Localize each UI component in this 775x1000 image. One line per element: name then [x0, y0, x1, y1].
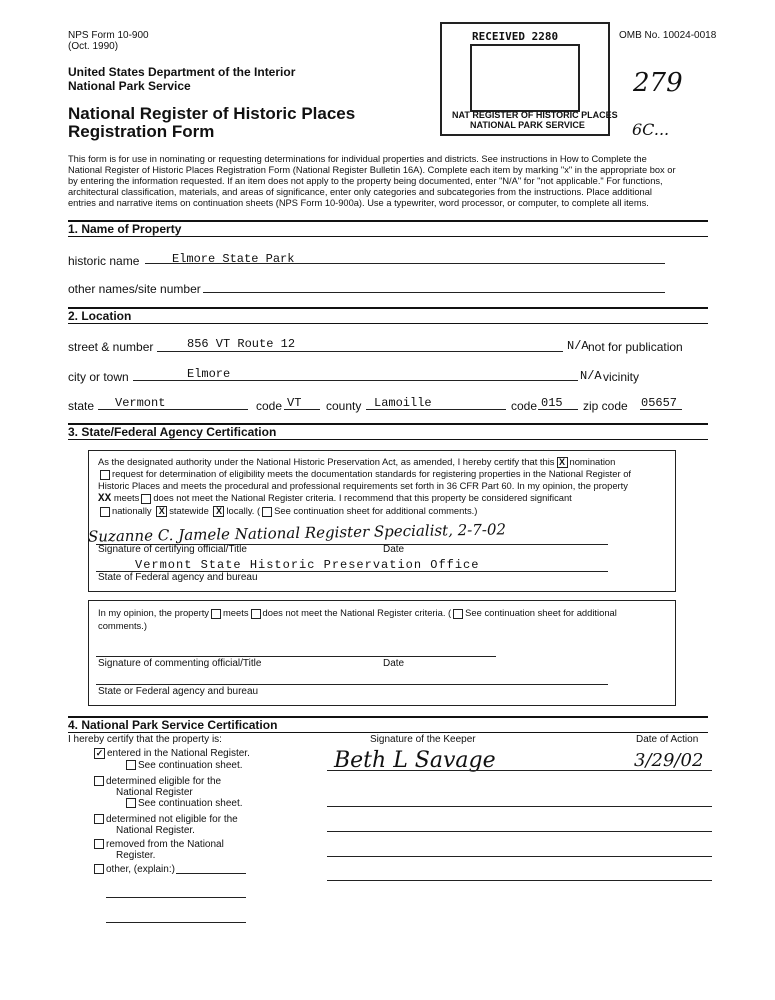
zip-field[interactable]: 05657 — [641, 396, 678, 410]
keeper-line — [327, 770, 712, 771]
state-field[interactable]: Vermont — [115, 396, 166, 410]
certify-label: I hereby certify that the property is: — [68, 734, 222, 745]
not-eligible-checkbox[interactable] — [94, 814, 104, 824]
meets-mark[interactable]: XX — [98, 493, 112, 506]
not-eligible-label: determined not eligible for the — [106, 814, 238, 825]
keeper-line — [327, 806, 712, 807]
instruction-line: architectural classification, materials, and areas of significance, enter only categories and subcategories from the instructions. Place additional — [68, 187, 652, 197]
instruction-line: This form is for use in nominating or requesting determinations for individual properties and districts. See instructions in How to Complete the — [68, 154, 647, 164]
locally-label: locally. ( — [226, 505, 261, 517]
date-label: Date — [383, 544, 405, 555]
state-code-label: code — [256, 399, 283, 413]
meets-label: meets — [113, 492, 140, 504]
eligible-continuation-checkbox[interactable] — [126, 798, 136, 808]
agency-field[interactable]: Vermont State Historic Preservation Office — [135, 558, 480, 572]
na-vicinity[interactable]: N/A — [580, 369, 602, 383]
eligible-label-2: National Register — [116, 787, 193, 798]
section1-heading: 1. Name of Property — [68, 220, 708, 237]
does-not-meet-checkbox[interactable] — [141, 494, 151, 504]
other-line — [106, 922, 246, 923]
opinion-label: In my opinion, the property — [98, 607, 209, 618]
opinion-text — [98, 607, 617, 619]
omb-number: OMB No. 10024-0018 — [619, 30, 717, 41]
eligible-continuation — [124, 798, 243, 809]
agency-label: State of Federal agency and bureau — [98, 572, 258, 583]
instruction-line: National Register of Historic Places Registration Form (National Register Bulletin 16A). Complete each item by marking "x" in the appropriate box or — [68, 165, 676, 175]
other-line — [106, 897, 246, 898]
comment-signature-line — [96, 656, 496, 657]
entered-checkbox[interactable]: ✓ — [95, 748, 104, 758]
other-names-line — [203, 292, 665, 293]
department: United States Department of the Interior — [68, 65, 296, 79]
opinion-not-meet-checkbox[interactable] — [251, 609, 261, 619]
continuation-checkbox[interactable] — [262, 507, 272, 517]
statewide-label: statewide — [169, 505, 209, 517]
cert-line: Historic Places and meets the procedural and professional requirements set forth in 36 CFR Part 60. In my opinion, the property — [98, 480, 628, 492]
instructions — [68, 154, 718, 209]
instruction-line: by entering the information requested. If an item does not apply to the property being documented, enter "N/A" for "not applicable." For functions, — [68, 176, 663, 186]
date-of-action-label: Date of Action — [636, 734, 699, 745]
other-label: other, (explain:) — [106, 864, 175, 875]
entered-continuation — [124, 760, 243, 771]
comment-signature-label: Signature of commenting official/Title — [98, 658, 262, 669]
other-names-label: other names/site number — [68, 282, 201, 296]
county-code-field[interactable]: 015 — [541, 396, 563, 410]
section4-heading: 4. National Park Service Certification — [68, 716, 708, 733]
cert-line: See continuation sheet for additional comments.) — [274, 505, 478, 517]
historic-name-label: historic name — [68, 254, 140, 268]
keeper-signature: Beth L Savage — [334, 748, 496, 773]
eligible-label: determined eligible for the — [106, 776, 222, 787]
state-label: state — [68, 399, 95, 413]
form-date: (Oct. 1990) — [68, 41, 119, 52]
street-field[interactable]: 856 VT Route 12 — [187, 337, 296, 351]
city-field[interactable]: Elmore — [187, 367, 231, 381]
stamp-inner-box — [470, 44, 580, 112]
cert-line: As the designated authority under the National Historic Preservation Act, as amended, I hereby certify that this — [98, 456, 555, 467]
opinion-comments: comments.) — [98, 620, 147, 631]
not-eligible-option — [92, 814, 238, 825]
keeper-line — [327, 831, 712, 832]
nationally-checkbox[interactable] — [100, 507, 110, 517]
street-line — [157, 351, 563, 352]
entered-label: entered in the National Register. — [107, 748, 250, 760]
keeper-line — [327, 880, 712, 881]
section3-heading: 3. State/Federal Agency Certification — [68, 423, 708, 440]
entered-continuation-checkbox[interactable] — [126, 760, 136, 770]
opinion-cont-label: See continuation sheet for additional — [465, 607, 617, 618]
historic-name-field[interactable]: Elmore State Park — [172, 252, 295, 266]
not-for-publication-label: not for publication — [588, 340, 683, 354]
keeper-label: Signature of the Keeper — [370, 734, 476, 745]
handwritten-number: 279 — [633, 68, 683, 98]
stamp-line1: NAT REGISTER OF HISTORIC PLACES — [452, 110, 618, 120]
nomination-label: nomination — [569, 456, 616, 467]
opinion-continuation-checkbox[interactable] — [453, 609, 463, 619]
opinion-not-label: does not meet the National Register criteria. ( — [262, 607, 452, 618]
eligible-option — [92, 776, 221, 787]
removed-label-2: Register. — [116, 850, 156, 861]
keeper-line — [327, 856, 712, 857]
street-label: street & number — [68, 340, 154, 354]
section2-heading: 2. Location — [68, 307, 708, 324]
vicinity-label: vicinity — [603, 370, 640, 384]
statewide-checkbox[interactable]: X — [156, 506, 167, 517]
entered-option — [92, 748, 250, 759]
opinion-meets-label: meets — [223, 607, 249, 618]
comment-agency-line — [96, 684, 608, 685]
certification-text — [98, 456, 668, 517]
other-line — [176, 873, 246, 874]
removed-label: removed from the National — [106, 839, 224, 850]
stamp-received-text: RECEIVED 2280 — [472, 30, 559, 43]
page-subtitle: Registration Form — [68, 122, 215, 141]
continuation-label: See continuation sheet. — [138, 798, 243, 809]
not-eligible-label-2: National Register. — [116, 825, 195, 836]
handwritten-note: 6C... — [632, 120, 670, 139]
stamp-line2: NATIONAL PARK SERVICE — [470, 120, 585, 130]
service: National Park Service — [68, 79, 191, 93]
city-label: city or town — [68, 370, 129, 384]
other-option — [92, 864, 175, 875]
removed-option — [92, 839, 224, 850]
county-field[interactable]: Lamoille — [374, 396, 432, 410]
certifying-signature: Suzanne C. Jamele National Register Specialist, 2-7-02 — [87, 520, 507, 546]
request-checkbox[interactable] — [100, 470, 110, 480]
continuation-label: See continuation sheet. — [138, 760, 243, 771]
cert-line: does not meet the National Register criteria. I recommend that this property be considered significant — [153, 492, 572, 504]
nomination-checkbox[interactable]: X — [557, 457, 568, 468]
signature-label: Signature of certifying official/Title — [98, 544, 247, 555]
county-label: county — [326, 399, 362, 413]
form-number: NPS Form 10-900 — [68, 30, 149, 41]
opinion-meets-checkbox[interactable] — [211, 609, 221, 619]
removed-checkbox[interactable] — [94, 839, 104, 849]
received-stamp — [440, 22, 618, 136]
zip-label: zip code — [583, 399, 628, 413]
county-code-label: code — [511, 399, 538, 413]
nationally-label: nationally — [112, 505, 152, 517]
page-title: National Register of Historic Places — [68, 104, 356, 123]
date-of-action: 3/29/02 — [634, 750, 704, 771]
na-publication[interactable]: N/A — [567, 339, 589, 353]
instruction-line: entries and narrative items on continuation sheets (NPS Form 10-900a). Use a typewriter, word processor, or computer, to complete all items. — [68, 198, 649, 208]
cert-line: request for determination of eligibility meets the documentation standards for registering properties in the National Register of — [112, 468, 632, 480]
other-checkbox[interactable] — [94, 864, 104, 874]
state-code-field[interactable]: VT — [287, 396, 302, 410]
comment-date-label: Date — [383, 658, 405, 669]
comment-agency-label: State or Federal agency and bureau — [98, 686, 259, 697]
locally-checkbox[interactable]: X — [213, 506, 224, 517]
eligible-checkbox[interactable] — [94, 776, 104, 786]
